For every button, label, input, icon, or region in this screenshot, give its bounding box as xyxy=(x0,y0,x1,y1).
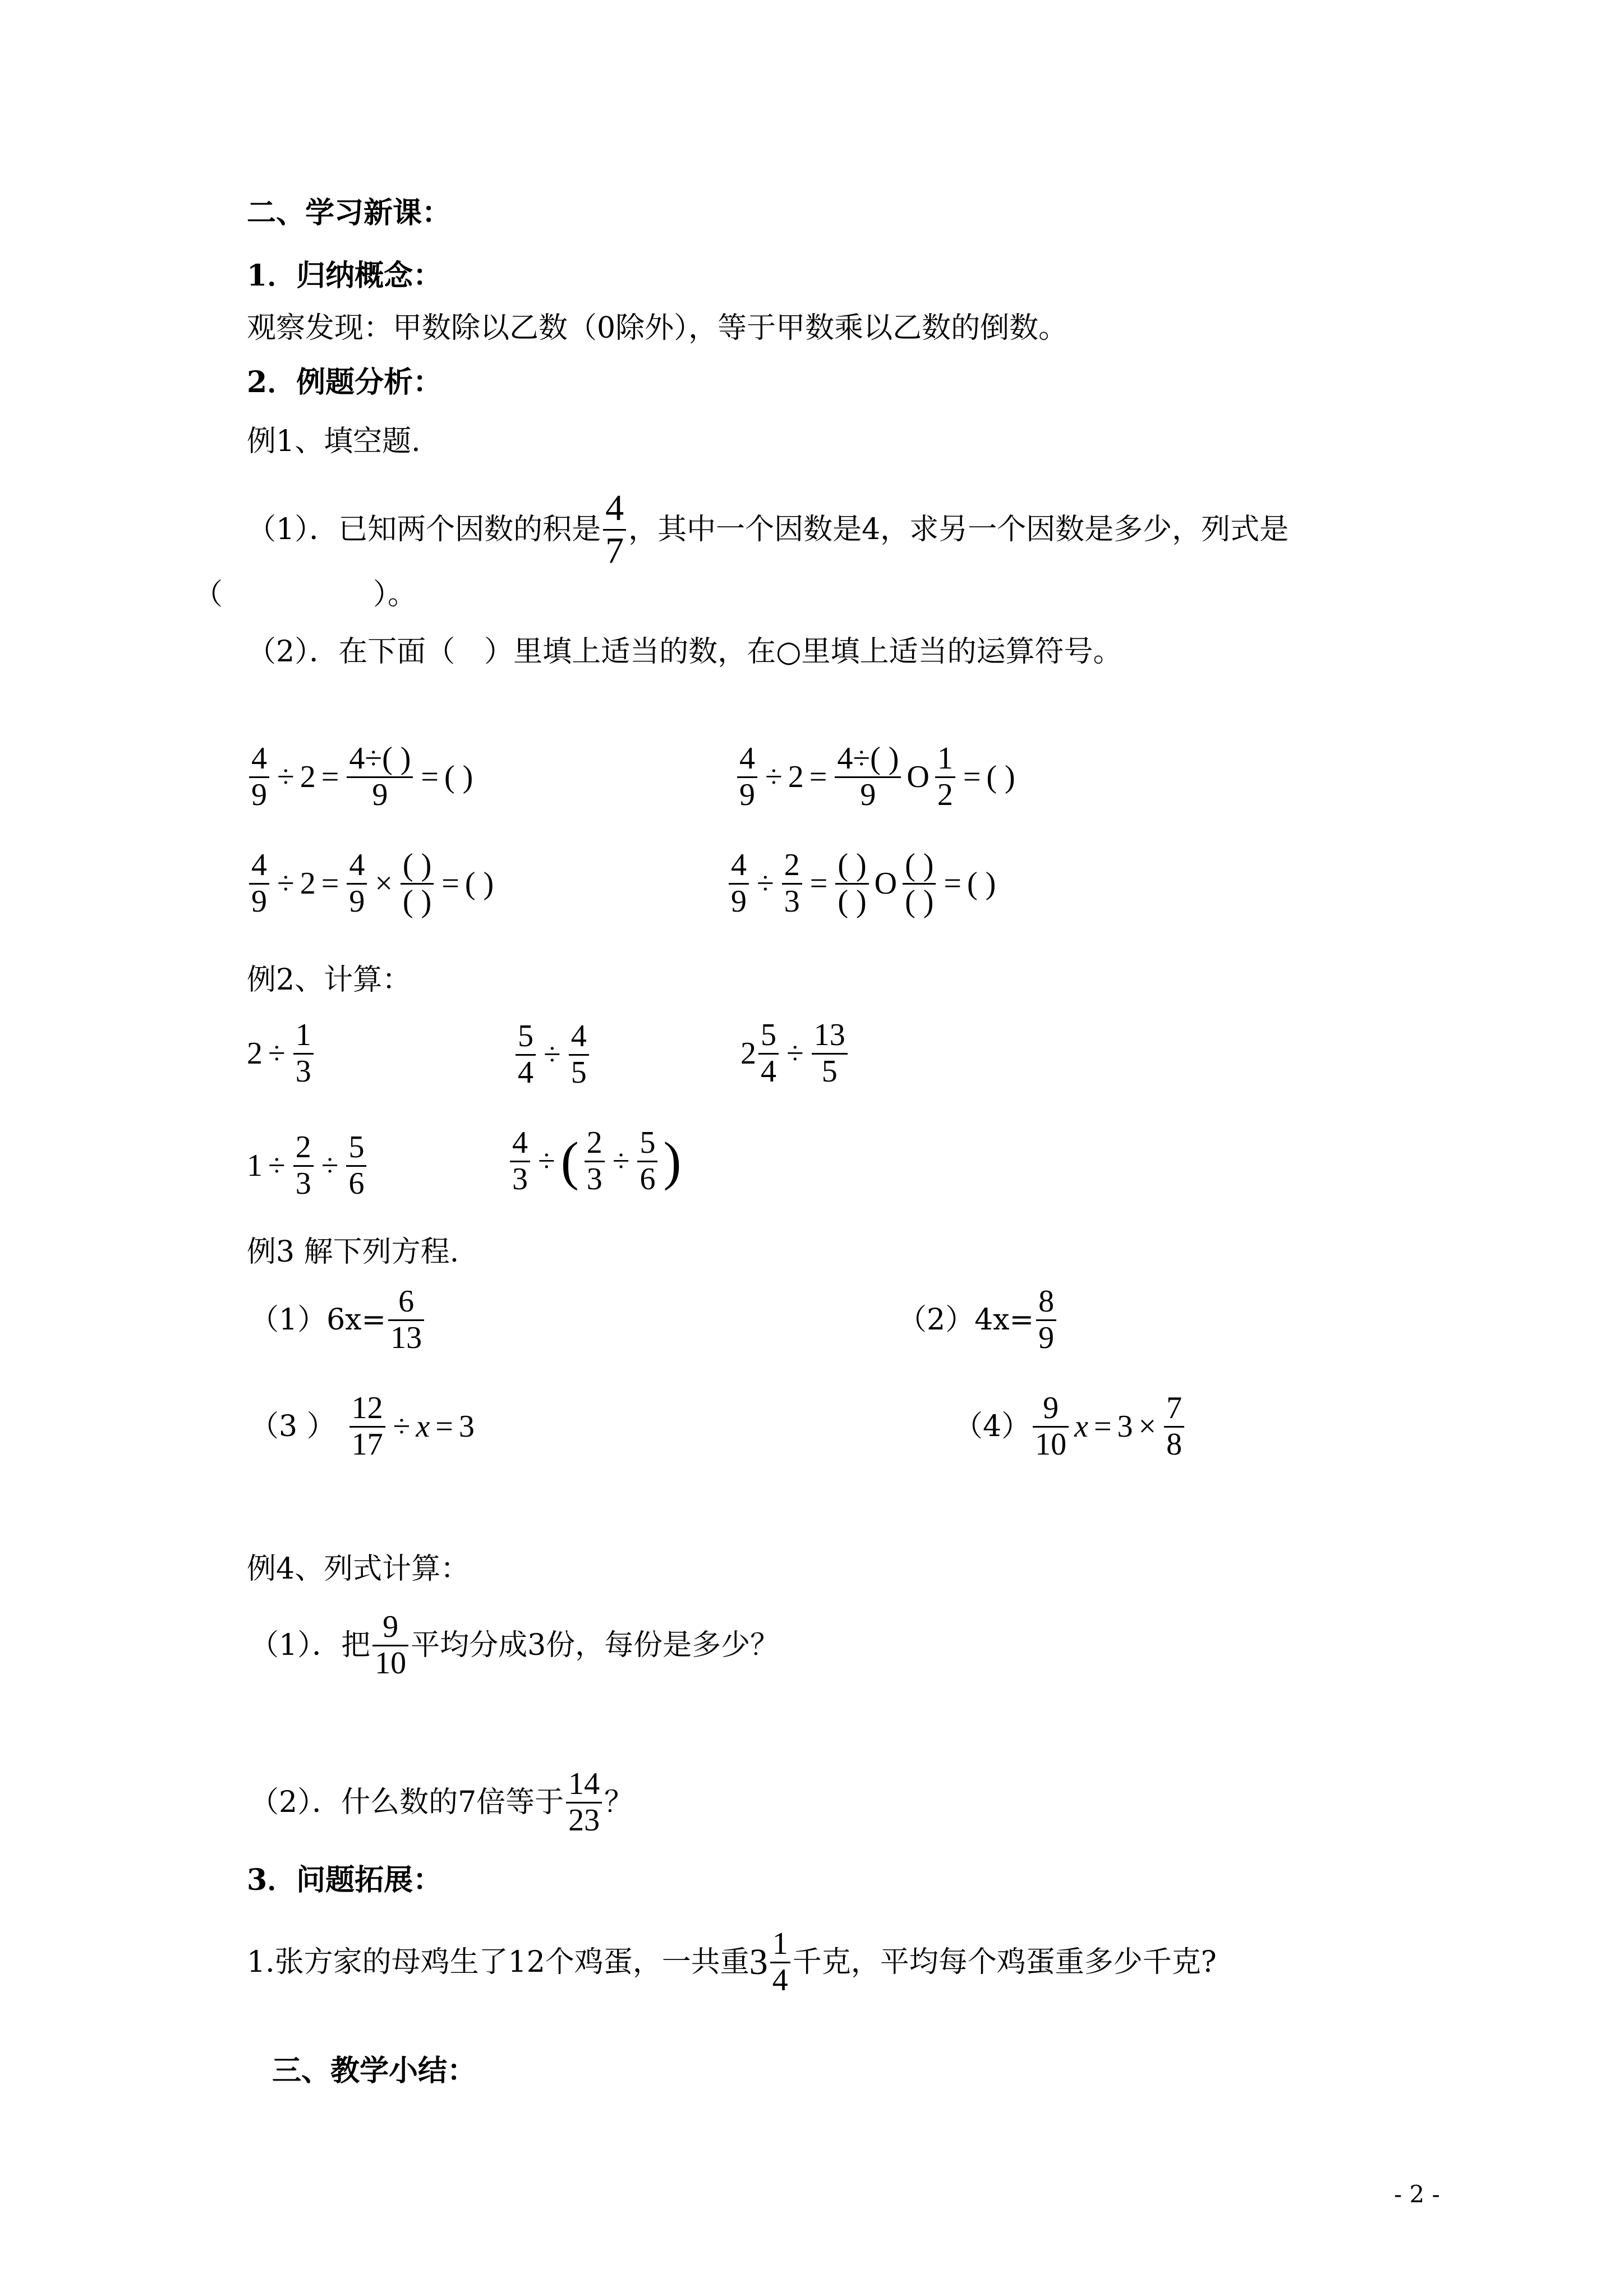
equals-sign: = xyxy=(421,760,439,795)
frac-num: 6 xyxy=(398,1284,415,1319)
frac-den: 6 xyxy=(640,1161,656,1197)
problem-text-a: 1.张方家的母鸡生了12个鸡蛋，一共重 xyxy=(247,1945,749,1980)
concept-text: 观察发现：甲数除以乙数（0除外），等于甲数乘以乙数的倒数。 xyxy=(247,311,1068,345)
frac-num: 7 xyxy=(1166,1391,1183,1425)
ex1-q1-fraction xyxy=(603,488,626,571)
frac-den: 17 xyxy=(351,1427,383,1462)
equals-sign: = xyxy=(963,760,981,795)
frac-den: 4 xyxy=(772,1962,788,1998)
mixed-whole: 3 xyxy=(749,1941,768,1983)
number: 4 xyxy=(349,741,365,776)
divide-sign: ÷ xyxy=(277,760,295,795)
ex1-q1-text-b: ，其中一个因数是4，求另一个因数是多少，列式是 xyxy=(628,513,1289,547)
number: 2 xyxy=(788,760,804,795)
number: 3 xyxy=(458,1409,475,1444)
answer-blank-close: ）。 xyxy=(373,578,417,611)
frac-den: 9 xyxy=(1038,1320,1055,1355)
blank-parens: ( ) xyxy=(967,866,996,901)
frac-den: 8 xyxy=(1166,1427,1183,1462)
frac-num: 5 xyxy=(761,1018,776,1052)
blank-parens: ( ) xyxy=(382,741,411,776)
number: 1 xyxy=(247,1148,263,1184)
subsection-title-extension: 3．问题拓展： xyxy=(247,1863,443,1897)
equals-sign: = xyxy=(321,760,339,795)
equation-4 xyxy=(954,1391,1186,1462)
equals-sign: = xyxy=(944,866,961,901)
frac-den: 5 xyxy=(821,1053,838,1089)
frac-num: 4 xyxy=(731,848,747,882)
times-sign: × xyxy=(375,866,393,901)
frac-den: 10 xyxy=(375,1645,407,1681)
divide-sign: ÷ xyxy=(786,1036,804,1071)
divide-sign: ÷ xyxy=(757,866,774,901)
frac-num: 5 xyxy=(348,1130,365,1165)
frac-den: 9 xyxy=(349,884,365,919)
ex1-q1-text-a: （1）．已知两个因数的积是 xyxy=(247,513,601,547)
frac-den: 5 xyxy=(571,1055,587,1090)
equals-sign: = xyxy=(435,1409,453,1444)
divide-sign: ÷ xyxy=(321,1148,339,1184)
variable-x: x xyxy=(416,1409,430,1444)
fill-equation-3 xyxy=(247,847,494,919)
blank-parens: ( ) xyxy=(986,760,1015,795)
divide-sign: ÷ xyxy=(365,741,383,776)
calc-1 xyxy=(247,1018,316,1089)
left-paren: ( xyxy=(560,1131,579,1191)
equals-sign: = xyxy=(809,760,827,795)
subsection-title-examples: 2．例题分析： xyxy=(247,365,443,399)
frac-den: 3 xyxy=(295,1166,311,1201)
operator-circle: O xyxy=(907,760,930,795)
problem-text-b: ？ xyxy=(604,1786,634,1820)
word-problem-1 xyxy=(250,1610,779,1681)
section-title-summary: 三、教学小结： xyxy=(272,2054,477,2088)
frac-num: 4 xyxy=(251,741,267,776)
divide-sign: ÷ xyxy=(277,866,295,901)
equals-sign: = xyxy=(321,866,339,901)
blank-parens: ( ) xyxy=(905,884,934,919)
problem-text-a: （1）．把 xyxy=(250,1628,371,1663)
equation-label: （3 ） xyxy=(250,1410,336,1444)
calc-5 xyxy=(508,1125,681,1197)
extension-problem xyxy=(247,1927,1217,1998)
frac-num: 4 xyxy=(571,1019,587,1053)
frac-den: 3 xyxy=(586,1161,602,1197)
equation-2 xyxy=(898,1285,1059,1355)
blank-parens: ( ) xyxy=(870,741,899,776)
problem-text-a: （2）．什么数的7倍等于 xyxy=(250,1786,564,1820)
divide-sign: ÷ xyxy=(268,1148,286,1184)
fill-equation-1 xyxy=(247,740,473,812)
fill-equation-2 xyxy=(735,740,1015,812)
blank-parens: ( ) xyxy=(402,848,432,882)
right-paren: ) xyxy=(663,1131,682,1191)
calc-3 xyxy=(740,1018,850,1089)
frac-den: 9 xyxy=(372,777,388,812)
divide-sign: ÷ xyxy=(612,1144,630,1179)
frac-num: 4 xyxy=(739,741,755,776)
number: 2 xyxy=(300,866,316,901)
divide-sign: ÷ xyxy=(393,1409,411,1444)
variable-x: x xyxy=(1074,1409,1088,1444)
frac-num: 12 xyxy=(351,1391,383,1425)
number: 4 xyxy=(837,741,853,776)
frac-num: 1 xyxy=(937,741,953,776)
example4-title: 例4、列式计算： xyxy=(247,1552,470,1586)
frac-den: 13 xyxy=(390,1320,422,1355)
example2-title: 例2、计算： xyxy=(247,963,412,997)
blank-parens: ( ) xyxy=(444,760,473,795)
frac-num: 9 xyxy=(383,1609,399,1644)
equals-sign: = xyxy=(809,866,828,901)
blank-parens: ( ) xyxy=(838,848,867,882)
blank-parens: ( ) xyxy=(905,848,934,882)
problem-text-b: 千克，平均每个鸡蛋重多少千克? xyxy=(792,1945,1217,1980)
frac-num: 4 xyxy=(349,848,365,882)
frac-num: 1 xyxy=(295,1018,311,1052)
frac-num: 4 xyxy=(512,1125,528,1160)
mixed-whole: 2 xyxy=(740,1036,756,1071)
frac-den: 9 xyxy=(860,777,876,812)
page-number: - 2 - xyxy=(1394,2180,1440,2208)
frac-num: 5 xyxy=(640,1125,656,1160)
problem-text-b: 平均分成3份，每份是多少？ xyxy=(411,1628,780,1663)
blank-parens: ( ) xyxy=(838,884,867,919)
frac-den: 4 xyxy=(761,1053,776,1089)
equation-label: （4） xyxy=(954,1410,1031,1444)
frac-num: 5 xyxy=(518,1019,533,1053)
fraction-denominator: 7 xyxy=(605,530,624,571)
blank-parens: ( ) xyxy=(464,866,494,901)
example1-title: 例1、填空题. xyxy=(247,425,421,458)
calc-2 xyxy=(513,1018,591,1090)
fraction-numerator: 4 xyxy=(605,487,624,528)
equals-sign: = xyxy=(441,866,459,901)
frac-num: 1 xyxy=(772,1926,788,1961)
frac-num: 4 xyxy=(251,848,267,882)
example3-title: 例3 解下列方程. xyxy=(247,1235,459,1269)
frac-num: 13 xyxy=(813,1018,845,1052)
frac-den: 3 xyxy=(512,1161,528,1197)
example1-question2: （2）．在下面（ ）里填上适当的数，在○里填上适当的运算符号。 xyxy=(247,635,1122,669)
frac-den: 23 xyxy=(568,1802,600,1838)
divide-sign: ÷ xyxy=(268,1036,286,1071)
fill-equation-4 xyxy=(726,847,996,919)
frac-den: 9 xyxy=(251,884,267,919)
divide-sign: ÷ xyxy=(765,760,783,795)
frac-den: 3 xyxy=(295,1053,311,1089)
frac-num: 2 xyxy=(295,1130,311,1165)
operator-circle: O xyxy=(874,866,898,901)
frac-den: 3 xyxy=(784,884,800,919)
divide-sign: ÷ xyxy=(853,741,871,776)
equals-sign: = xyxy=(1093,1409,1112,1444)
frac-den: 9 xyxy=(251,777,267,812)
example1-question1 xyxy=(247,488,1289,571)
frac-den: 9 xyxy=(739,777,755,812)
frac-den: 6 xyxy=(348,1166,365,1201)
section-title-learn: 二、学习新课： xyxy=(247,196,452,230)
number: 2 xyxy=(300,760,316,795)
subsection-title-concept: 1．归纳概念： xyxy=(247,259,443,293)
equation-1 xyxy=(250,1285,426,1355)
word-problem-2 xyxy=(250,1767,633,1838)
equation-3 xyxy=(250,1391,475,1462)
answer-blank-open: （ xyxy=(194,578,223,611)
equation-label: （2）4x= xyxy=(898,1303,1034,1337)
frac-num: 2 xyxy=(784,848,800,882)
number: 2 xyxy=(247,1036,263,1071)
number: 3 xyxy=(1117,1409,1133,1444)
frac-den: 2 xyxy=(937,777,953,812)
divide-sign: ÷ xyxy=(544,1037,561,1073)
frac-num: 14 xyxy=(568,1766,600,1801)
frac-den: 10 xyxy=(1035,1427,1067,1462)
frac-den: 4 xyxy=(518,1055,533,1090)
calc-4 xyxy=(247,1130,369,1201)
divide-sign: ÷ xyxy=(538,1144,555,1179)
frac-num: 9 xyxy=(1043,1391,1059,1425)
frac-num: 2 xyxy=(586,1125,602,1160)
blank-parens: ( ) xyxy=(402,884,432,919)
equation-label: （1）6x= xyxy=(250,1303,387,1337)
times-sign: × xyxy=(1138,1409,1157,1444)
frac-num: 8 xyxy=(1038,1284,1055,1319)
frac-den: 9 xyxy=(731,884,747,919)
